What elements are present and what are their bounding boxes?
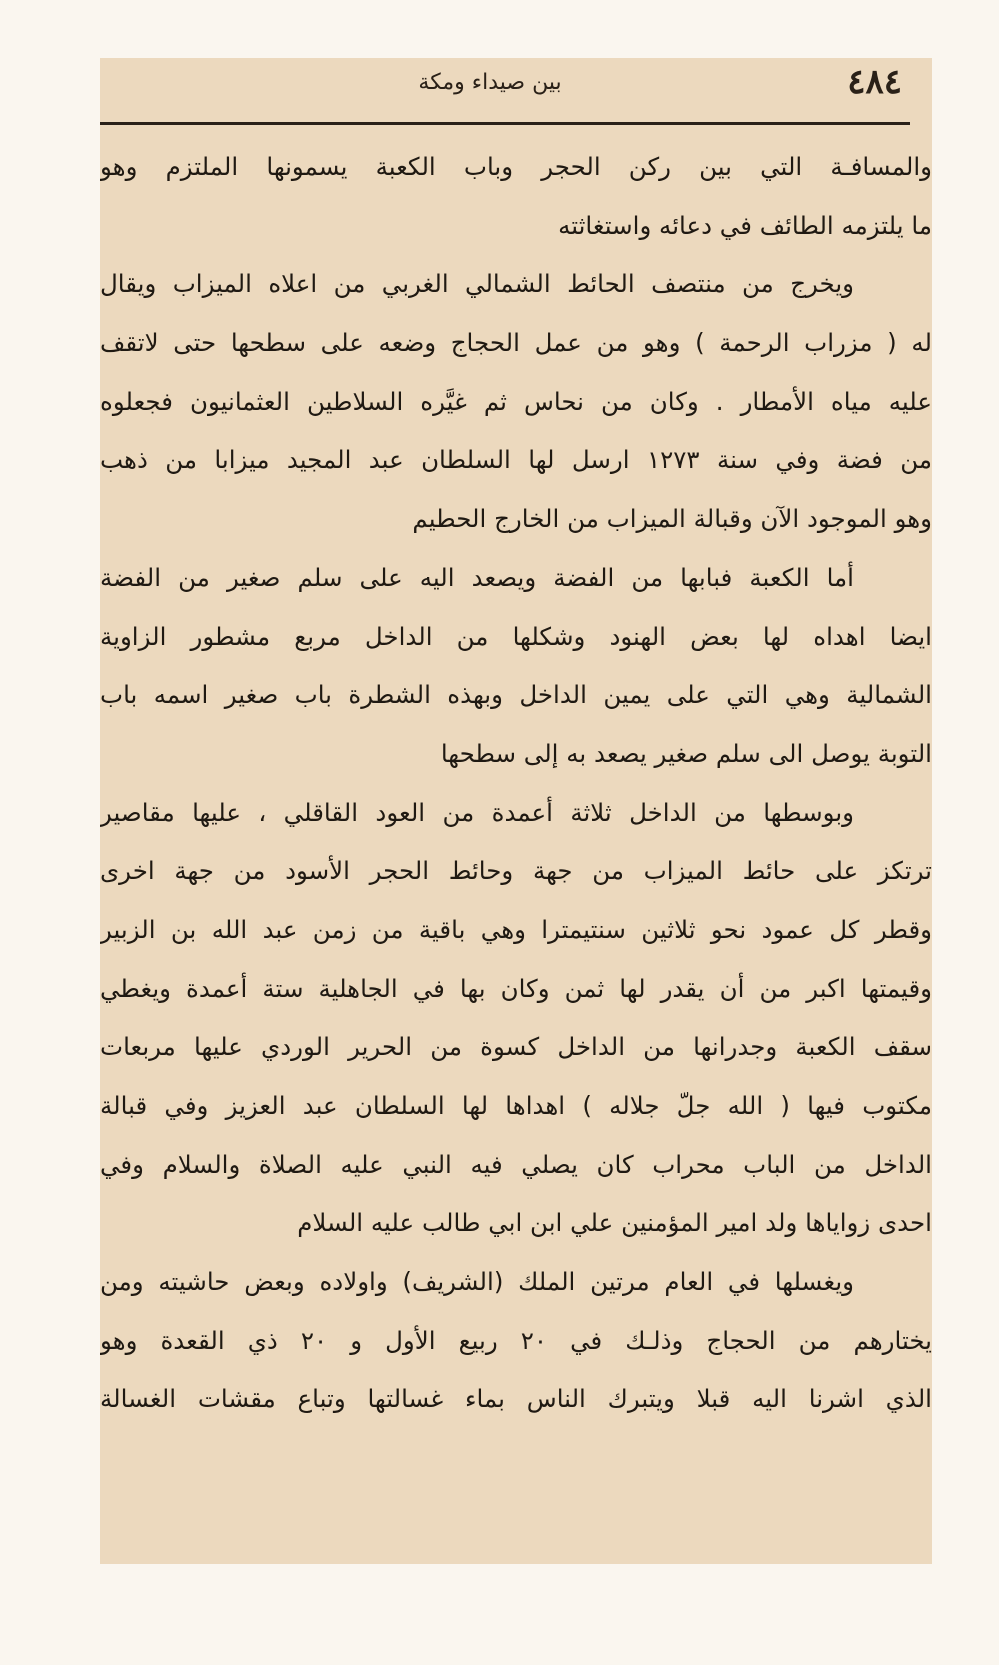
text-line-17: مكتوب فيها ( الله جلّ جلاله ) اهداها لها السلطان عبد العزيز وفي قبالة xyxy=(100,1091,932,1120)
text-line-16: سقف الكعبة وجدرانها من الداخل كسوة من الحرير الوردي عليها مربعات xyxy=(100,1032,932,1062)
header-rule xyxy=(100,122,910,125)
running-head: بين صيداء ومكة xyxy=(418,70,562,95)
text-line-11: التوبة يوصل الى سلم صغير يصعد به إلى سطحها xyxy=(440,738,932,768)
text-line-8: أما الكعبة فبابها من الفضة ويصعد اليه على سلم صغير من الفضة xyxy=(100,562,854,592)
book-page xyxy=(100,58,932,1564)
text-line-3: ويخرج من منتصف الحائط الشمالي الغربي من اعلاه الميزاب ويقال xyxy=(100,269,854,299)
text-line-6: من فضة وفي سنة ١٢٧٣ ارسل لها السلطان عبد المجيد ميزابا من ذهب xyxy=(100,445,932,475)
text-line-15: وقيمتها اكبر من أن يقدر لها ثمن وكان بها في الجاهلية ستة أعمدة ويغطي xyxy=(100,973,932,1003)
text-line-21: يختارهم من الحجاج وذلـك في ٢٠ ربيع الأول و ٢٠ ذي القعدة وهو xyxy=(100,1325,932,1355)
text-line-12: وبوسطها من الداخل ثلاثة أعمدة من العود القاقلي ، عليها مقاصير xyxy=(100,797,854,827)
page-number: ٤٨٤ xyxy=(847,62,902,102)
text-line-9: ايضا اهداه لها بعض الهنود وشكلها من الداخل مربع مشطور الزاوية xyxy=(100,621,932,651)
text-line-19: احدى زواياها ولد امير المؤمنين علي ابن ابي طالب عليه السلام xyxy=(297,1208,932,1238)
text-line-20: ويغسلها في العام مرتين الملك (الشريف) واولاده وبعض حاشيته ومن xyxy=(100,1267,854,1297)
text-line-1: والمسافـة التي بين ركن الحجر وباب الكعبة يسمونها الملتزم وهو xyxy=(100,152,932,181)
text-line-13: ترتكز على حائط الميزاب من جهة وحائط الحجر الأسود من جهة اخرى xyxy=(100,856,932,886)
page-header xyxy=(100,58,932,114)
text-line-7: وهو الموجود الآن وقبالة الميزاب من الخارج الحطيم xyxy=(412,504,932,534)
text-line-22: الذي اشرنا اليه قبلا ويتبرك الناس بماء غسالتها وتباع مقشات الغسالة xyxy=(100,1384,932,1414)
text-line-10: الشمالية وهي التي على يمين الداخل وبهذه الشطرة باب صغير اسمه باب xyxy=(100,680,932,710)
body-text xyxy=(100,138,932,1548)
text-line-14: وقطر كل عمود نحو ثلاثين سنتيمترا وهي باقية من زمن عبد الله بن الزبير xyxy=(100,914,932,944)
text-line-4: له ( مزراب الرحمة ) وهو من عمل الحجاج وضعه على سطحها حتى لاتقف xyxy=(100,328,932,358)
text-line-5: عليه مياه الأمطار . وكان من نحاس ثم غيَّره السلاطين العثمانيون فجعلوه xyxy=(100,386,932,416)
text-line-18: الداخل من الباب محراب كان يصلي فيه النبي عليه الصلاة والسلام وفي xyxy=(100,1149,932,1179)
text-line-2: ما يلتزمه الطائف في دعائه واستغاثته xyxy=(558,210,932,240)
